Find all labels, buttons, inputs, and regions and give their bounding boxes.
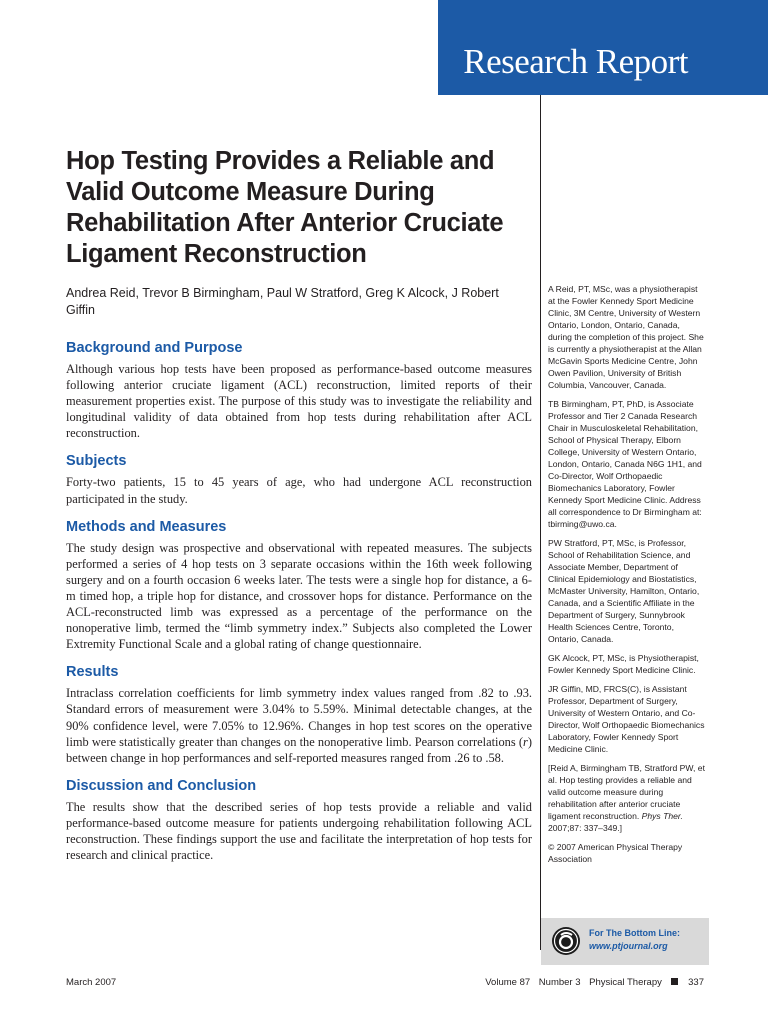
citation-text: [Reid A, Birmingham TB, Stratford PW, et al. Hop testing provides a reliable and valid outcome measure during rehabilitation after anterior cruciate ligament reconstruction. <box>548 763 705 821</box>
article-title: Hop Testing Provides a Reliable and Valid Outcome Measure During Rehabilitation After Anterior Cruciate Ligament Reconstruction <box>66 147 504 268</box>
results-body-part2: ) between change in hop performances and self-reported measures ranged from .26 to .58. <box>66 734 532 765</box>
subjects-heading: Subjects <box>66 453 127 470</box>
citation-journal: Phys Ther. <box>641 811 683 821</box>
author-note-reid: A Reid, PT, MSc, was a physiotherapist at the Fowler Kennedy Sport Medicine Clinic, 3M Centre, University of Western Ontario, London, Ontario, Canada, during the completion of this project. She is currently a physiotherapist at the Allan McGavin Sports Medicine Centre, John Owen Pavilion, University of British Columbia, Vancouver, Canada. <box>548 284 704 390</box>
results-body <box>66 685 532 765</box>
footer-square-icon <box>671 978 678 985</box>
footer-number: Number 3 <box>538 977 581 988</box>
discussion-heading: Discussion and Conclusion <box>66 777 257 794</box>
copyright-note: © 2007 American Physical Therapy Association <box>548 842 683 864</box>
research-report-banner <box>438 0 768 95</box>
citation-volume: 2007;87: 337–349.] <box>548 823 623 833</box>
results-body-part1: Intraclass correlation coefficients for limb symmetry index values ranged from .82 to .93. Standard errors of measurement were 3.04% to 5.59%. Minimal detectable changes, at the 90% confidence level, were 7.05% to 12.96%. Changes in hop test scores on the operative limb were statistically greater than changes on the nonoperative limb. Pearson correlations ( <box>66 686 532 749</box>
footer-page: 337 <box>688 977 704 988</box>
citation <box>548 762 706 834</box>
discussion-body: The results show that the described series of hop tests provide a reliable and valid performance-based outcome measure for patients undergoing rehabilitation following ACL reconstruction. These findings support the use and facilitate the interpretation of hop tests for research and clinical practice. <box>66 799 532 863</box>
author-note-giffin: JR Giffin, MD, FRCS(C), is Assistant Professor, Department of Surgery, University of Western Ontario, and Co-Director, Wolf Orthopaedic Biomechanics Laboratory, Fowler Kennedy Sport Medicine Clinic. <box>548 684 705 754</box>
footer-journal-info <box>479 977 704 988</box>
banner-title: Research Report <box>463 42 688 81</box>
bottom-line-logo-icon <box>551 926 581 956</box>
background-body: Although various hop tests have been proposed as performance-based outcome measures following anterior cruciate ligament (ACL) reconstruction, limited reports of their measurement properties exist. The purpose of this study was to investigate the reliability and longitudinal validity of data obtained from hop tests during rehabilitation after ACL reconstruction. <box>66 362 532 441</box>
footer-volume: Volume 87 <box>485 977 531 988</box>
background-heading: Background and Purpose <box>66 340 243 356</box>
results-heading: Results <box>66 664 119 681</box>
subjects-body: Forty-two patients, 15 to 45 years of age, who had undergone ACL reconstruction participated in the study. <box>66 475 532 506</box>
bottom-line-label: For The Bottom Line: <box>589 928 680 938</box>
author-sidebar <box>548 283 706 872</box>
methods-body: The study design was prospective and observational with repeated measures. The subjects performed a series of 4 hop tests on 3 separate occasions within the 16th week following surgery and on a fourth occasion 6 weeks later. The tests were a single hop for distance, a 6-m timed hop, a triple hop for distance, and crossover hops for distance. Performance on the ACL-reconstructed limb was expressed as a percentage of the performance on the nonoperative limb, termed the “limb symmetry index.” Subjects also completed the Lower Extremity Functional Scale and a global rating of change questionnaire. <box>66 540 532 652</box>
author-note-birmingham: TB Birmingham, PT, PhD, is Associate Professor and Tier 2 Canada Research Chair in Musculoskeletal Rehabilitation, School of Physical Therapy, Elborn College, University of Western Ontario, London, Ontario, Canada N6G 1H1, and Co-Director, Wolf Orthopaedic Biomechanics Laboratory, Fowler Kennedy Sport Medicine Clinic. Address all correspondence to Dr Birmingham at: tbirming@uwo.ca. <box>548 399 702 529</box>
article-authors: Andrea Reid, Trevor B Birmingham, Paul W Stratford, Greg K Alcock, J Robert Giffin <box>66 286 499 317</box>
bottom-line-box[interactable] <box>541 918 709 965</box>
methods-heading: Methods and Measures <box>66 518 227 535</box>
author-note-stratford: PW Stratford, PT, MSc, is Professor, School of Rehabilitation Science, and Associate Member, Department of Clinical Epidemiology and Biostatistics, McMaster University, Hamilton, Ontario, Canada, and a Scientific Affiliate in the Department of Surgery, Sunnybrook Health Sciences Centre, Toronto, Ontario, Canada. <box>548 538 700 644</box>
footer-journal: Physical Therapy <box>589 977 662 988</box>
footer-date: March 2007 <box>66 977 117 988</box>
column-divider <box>540 95 541 950</box>
abstract <box>66 339 532 874</box>
author-note-alcock: GK Alcock, PT, MSc, is Physiotherapist, Fowler Kennedy Sport Medicine Clinic. <box>548 653 699 675</box>
results-body-italic: r <box>523 734 528 749</box>
bottom-line-link[interactable]: www.ptjournal.org <box>589 941 668 951</box>
